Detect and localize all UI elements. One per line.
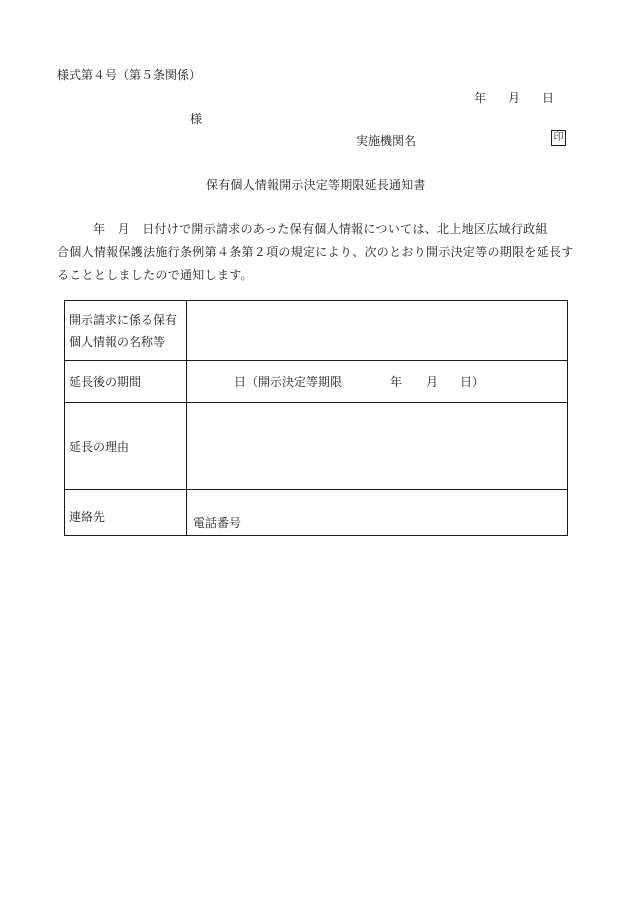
date-day-label: 日 — [542, 91, 555, 105]
contact-label: 連絡先 — [65, 490, 187, 536]
table-row-info-name — [65, 301, 568, 361]
agency-name-label: 実施機関名 — [356, 134, 417, 148]
seal-mark: 印 — [551, 130, 566, 146]
info-name-value[interactable] — [187, 301, 568, 361]
body-line-2: 合個人情報保護法施行条例第４条第２項の規定により、次のとおり開示決定等の期限を延長す — [57, 245, 574, 259]
period-day-text: 日（開示決定等期限 — [234, 375, 343, 389]
addressee-honorific: 様 — [190, 112, 203, 126]
info-name-label-line2: 個人情報の名称等 — [69, 334, 166, 349]
info-name-label-line1: 開示請求に係る保有 — [69, 312, 178, 327]
table-row-reason — [65, 403, 568, 490]
date-year-label: 年 — [474, 91, 487, 105]
body-line-1: 年 月 日付けで開示請求のあった保有個人情報については、北上地区広域行政組 — [93, 222, 548, 236]
info-name-label — [65, 301, 187, 361]
extended-period-value[interactable] — [187, 361, 568, 403]
form-number: 様式第４号（第５条関係） — [57, 68, 202, 82]
reason-label: 延長の理由 — [65, 403, 187, 490]
period-end-text: 日） — [460, 375, 485, 389]
period-month-text: 月 — [426, 375, 439, 389]
issue-date — [474, 89, 554, 106]
contact-phone[interactable]: 電話番号 — [187, 490, 568, 536]
document-title: 保有個人情報開示決定等期限延長通知書 — [206, 178, 426, 192]
reason-value[interactable] — [187, 403, 568, 490]
table-row-extended-period — [65, 361, 568, 403]
table-row-contact — [65, 490, 568, 536]
extended-period-label: 延長後の期間 — [65, 361, 187, 403]
period-year-text: 年 — [390, 375, 403, 389]
notice-table — [64, 300, 568, 536]
notice-body — [57, 218, 577, 287]
date-month-label: 月 — [508, 91, 521, 105]
body-line-3: ることとしましたので通知します。 — [57, 268, 253, 282]
